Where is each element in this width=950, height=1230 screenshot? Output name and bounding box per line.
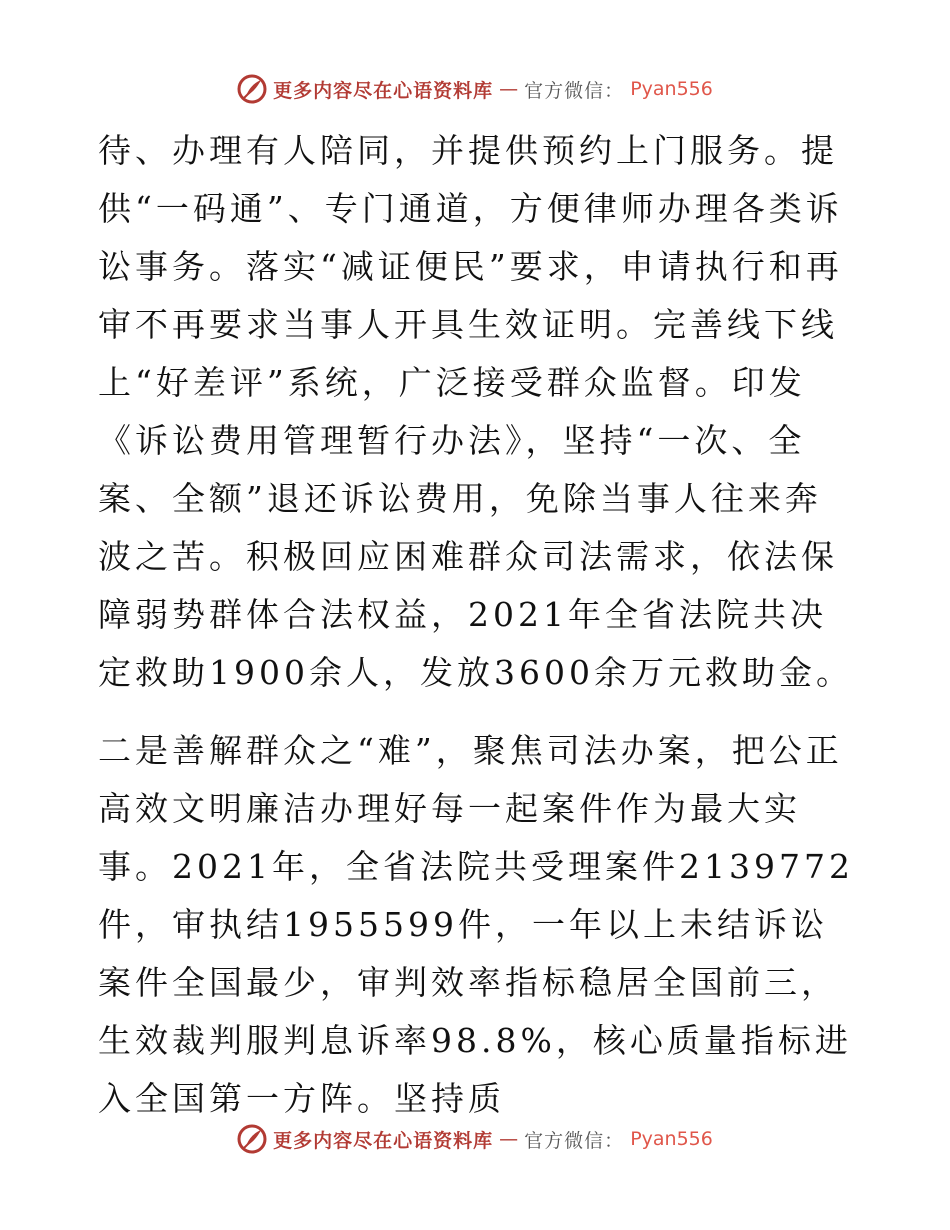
body-paragraph: 二是善解群众之“难”，聚焦司法办案，把公正高效文明廉洁办理好每一起案件作为最大实事。2021年，全省法院共受理案件2139772件，审执结1955599件，一年以上未结诉讼案件全国最少，审判效率指标稳居全国前三，生效裁判服判息诉率98.8%，核心质量指标进入全国第一方阵。坚持质 [98,731,854,1118]
watermark-brand-text: 更多内容尽在心语资料库 [273,1129,494,1152]
watermark-separator: — [499,1128,519,1150]
footer-watermark [0,1124,950,1154]
feather-quill-logo-icon [237,74,267,104]
watermark-wechat-id: Pyan556 [630,1128,713,1150]
watermark-wechat-label: 官方微信： [524,79,625,102]
watermark-separator: — [499,78,519,100]
header-watermark [0,74,950,104]
watermark-wechat-id: Pyan556 [630,78,713,100]
body-paragraph: 待、办理有人陪同，并提供预约上门服务。提供“一码通”、专门通道，方便律师办理各类诉讼事务。落实“减证便民”要求，申请执行和再审不再要求当事人开具生效证明。完善线下线上“好差评”系统，广泛接受群众监督。印发《诉讼费用管理暂行办法》，坚持“一次、全案、全额”退还诉讼费用，免除当事人往来奔波之苦。积极回应困难群众司法需求，依法保障弱势群体合法权益，2021年全省法院共决定救助1900余人，发放3600余万元救助金。 [98,131,853,692]
document-body [98,122,858,1128]
feather-quill-logo-icon [237,1124,267,1154]
watermark-wechat-label: 官方微信： [524,1129,625,1152]
watermark-brand-text: 更多内容尽在心语资料库 [273,79,494,102]
